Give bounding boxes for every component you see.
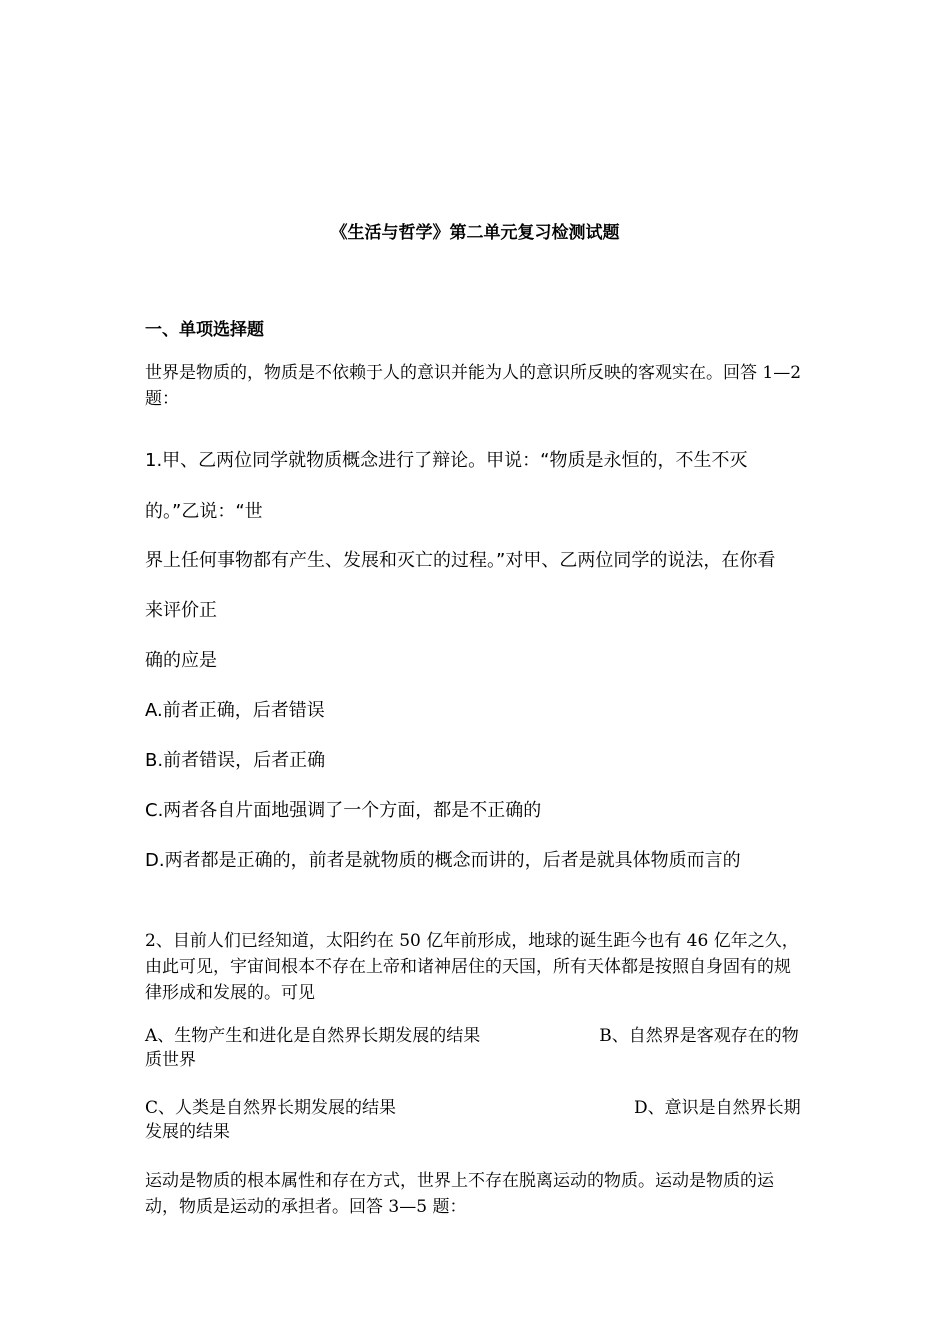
document-title: 《生活与哲学》第二单元复习检测试题 — [330, 223, 620, 243]
question-1-line-4: 来评价正 — [145, 600, 217, 621]
question-2-options-cd: C、人类是自然界长期发展的结果 D、意识是自然界长期发展的结果 — [145, 1098, 801, 1142]
question-1-line-3: 界上任何事物都有产生、发展和灭亡的过程。”对甲、乙两位同学的说法，在你看 — [145, 550, 776, 571]
question-1-option-c: C.两者各自片面地强调了一个方面，都是不正确的 — [145, 800, 542, 821]
question-1-line-1: 1.甲、乙两位同学就物质概念进行了辩论。甲说：“物质是永恒的，不生不灭 — [145, 450, 748, 471]
question-1-line-5: 确的应是 — [145, 650, 217, 671]
question-2-stem: 2、目前人们已经知道，太阳约在 50 亿年前形成，地球的诞生距今也有 46 亿年之久，由此可见，宇宙间根本不存在上帝和诸神居住的天国，所有天体都是按照自身固有的规律形成和发展的。可见 — [145, 931, 799, 1003]
question-1-option-b: B.前者错误，后者正确 — [145, 750, 326, 771]
question-2-options-ab: A、生物产生和进化是自然界长期发展的结果 B、自然界是客观存在的物质世界 — [145, 1026, 799, 1070]
question-1-line-2: 的。”乙说：“世 — [145, 501, 263, 522]
intro-paragraph-q3-5: 运动是物质的根本属性和存在方式，世界上不存在脱离运动的物质。运动是物质的运动，物质是运动的承担者。回答 3—5 题： — [145, 1171, 774, 1217]
question-1-option-a: A.前者正确，后者错误 — [145, 700, 325, 721]
section-heading: 一、单项选择题 — [145, 320, 264, 340]
question-1-option-d: D.两者都是正确的，前者是就物质的概念而讲的，后者是就具体物质而言的 — [145, 850, 741, 871]
intro-paragraph-q1-2: 世界是物质的，物质是不依赖于人的意识并能为人的意识所反映的客观实在。回答 1—2 题： — [145, 363, 802, 409]
